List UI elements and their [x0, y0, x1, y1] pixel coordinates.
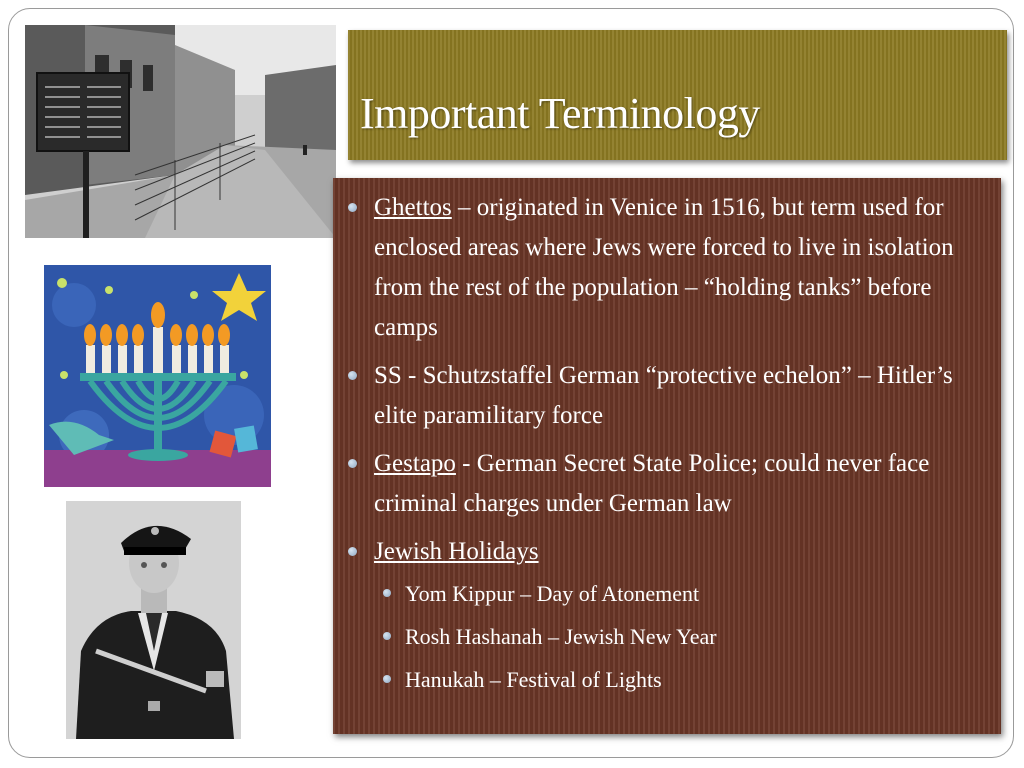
sub-bullet-group — [343, 576, 987, 698]
sub-bullet-rosh-hashanah — [343, 619, 987, 655]
sub-bullet-text: Hanukah – Festival of Lights — [405, 667, 662, 692]
bullet-text: - German Secret State Police; could never face criminal charges under German law — [374, 450, 930, 517]
sub-bullet-yom-kippur — [343, 576, 987, 612]
ghetto-street-photo — [25, 25, 336, 238]
bullet-text: – originated in Venice in 1516, but term used for enclosed areas where Jews were forced to live in isolation from the rest of the population – “holding tanks” before camps — [374, 194, 954, 341]
sub-bullet-dot-icon — [383, 589, 391, 597]
sub-bullet-text: Rosh Hashanah – Jewish New Year — [405, 624, 717, 649]
sub-bullet-dot-icon — [383, 675, 391, 683]
sub-bullet-dot-icon — [383, 632, 391, 640]
sub-bullet-text: Yom Kippur – Day of Atonement — [405, 581, 700, 606]
title-box — [348, 30, 1007, 160]
bullet-jewish-holidays — [343, 532, 987, 572]
content-box — [333, 178, 1001, 734]
bullet-gestapo — [343, 444, 987, 524]
bullet-term: Jewish Holidays — [374, 538, 539, 565]
bullet-dot-icon — [348, 371, 357, 380]
bullet-ghettos — [343, 188, 987, 348]
bullet-dot-icon — [348, 547, 357, 556]
bullet-term: Gestapo — [374, 450, 456, 477]
bullet-dot-icon — [348, 203, 357, 212]
bullet-term: Ghettos — [374, 194, 452, 221]
bullet-list — [343, 188, 987, 705]
officer-portrait — [66, 501, 241, 739]
slide-title: Important Terminology — [360, 89, 760, 138]
bullet-ss — [343, 356, 987, 436]
bullet-dot-icon — [348, 459, 357, 468]
sub-bullet-hanukah — [343, 662, 987, 698]
bullet-text: SS - Schutzstaffel German “protective echelon” – Hitler’s elite paramilitary force — [374, 362, 953, 429]
menorah-painting — [44, 265, 271, 487]
